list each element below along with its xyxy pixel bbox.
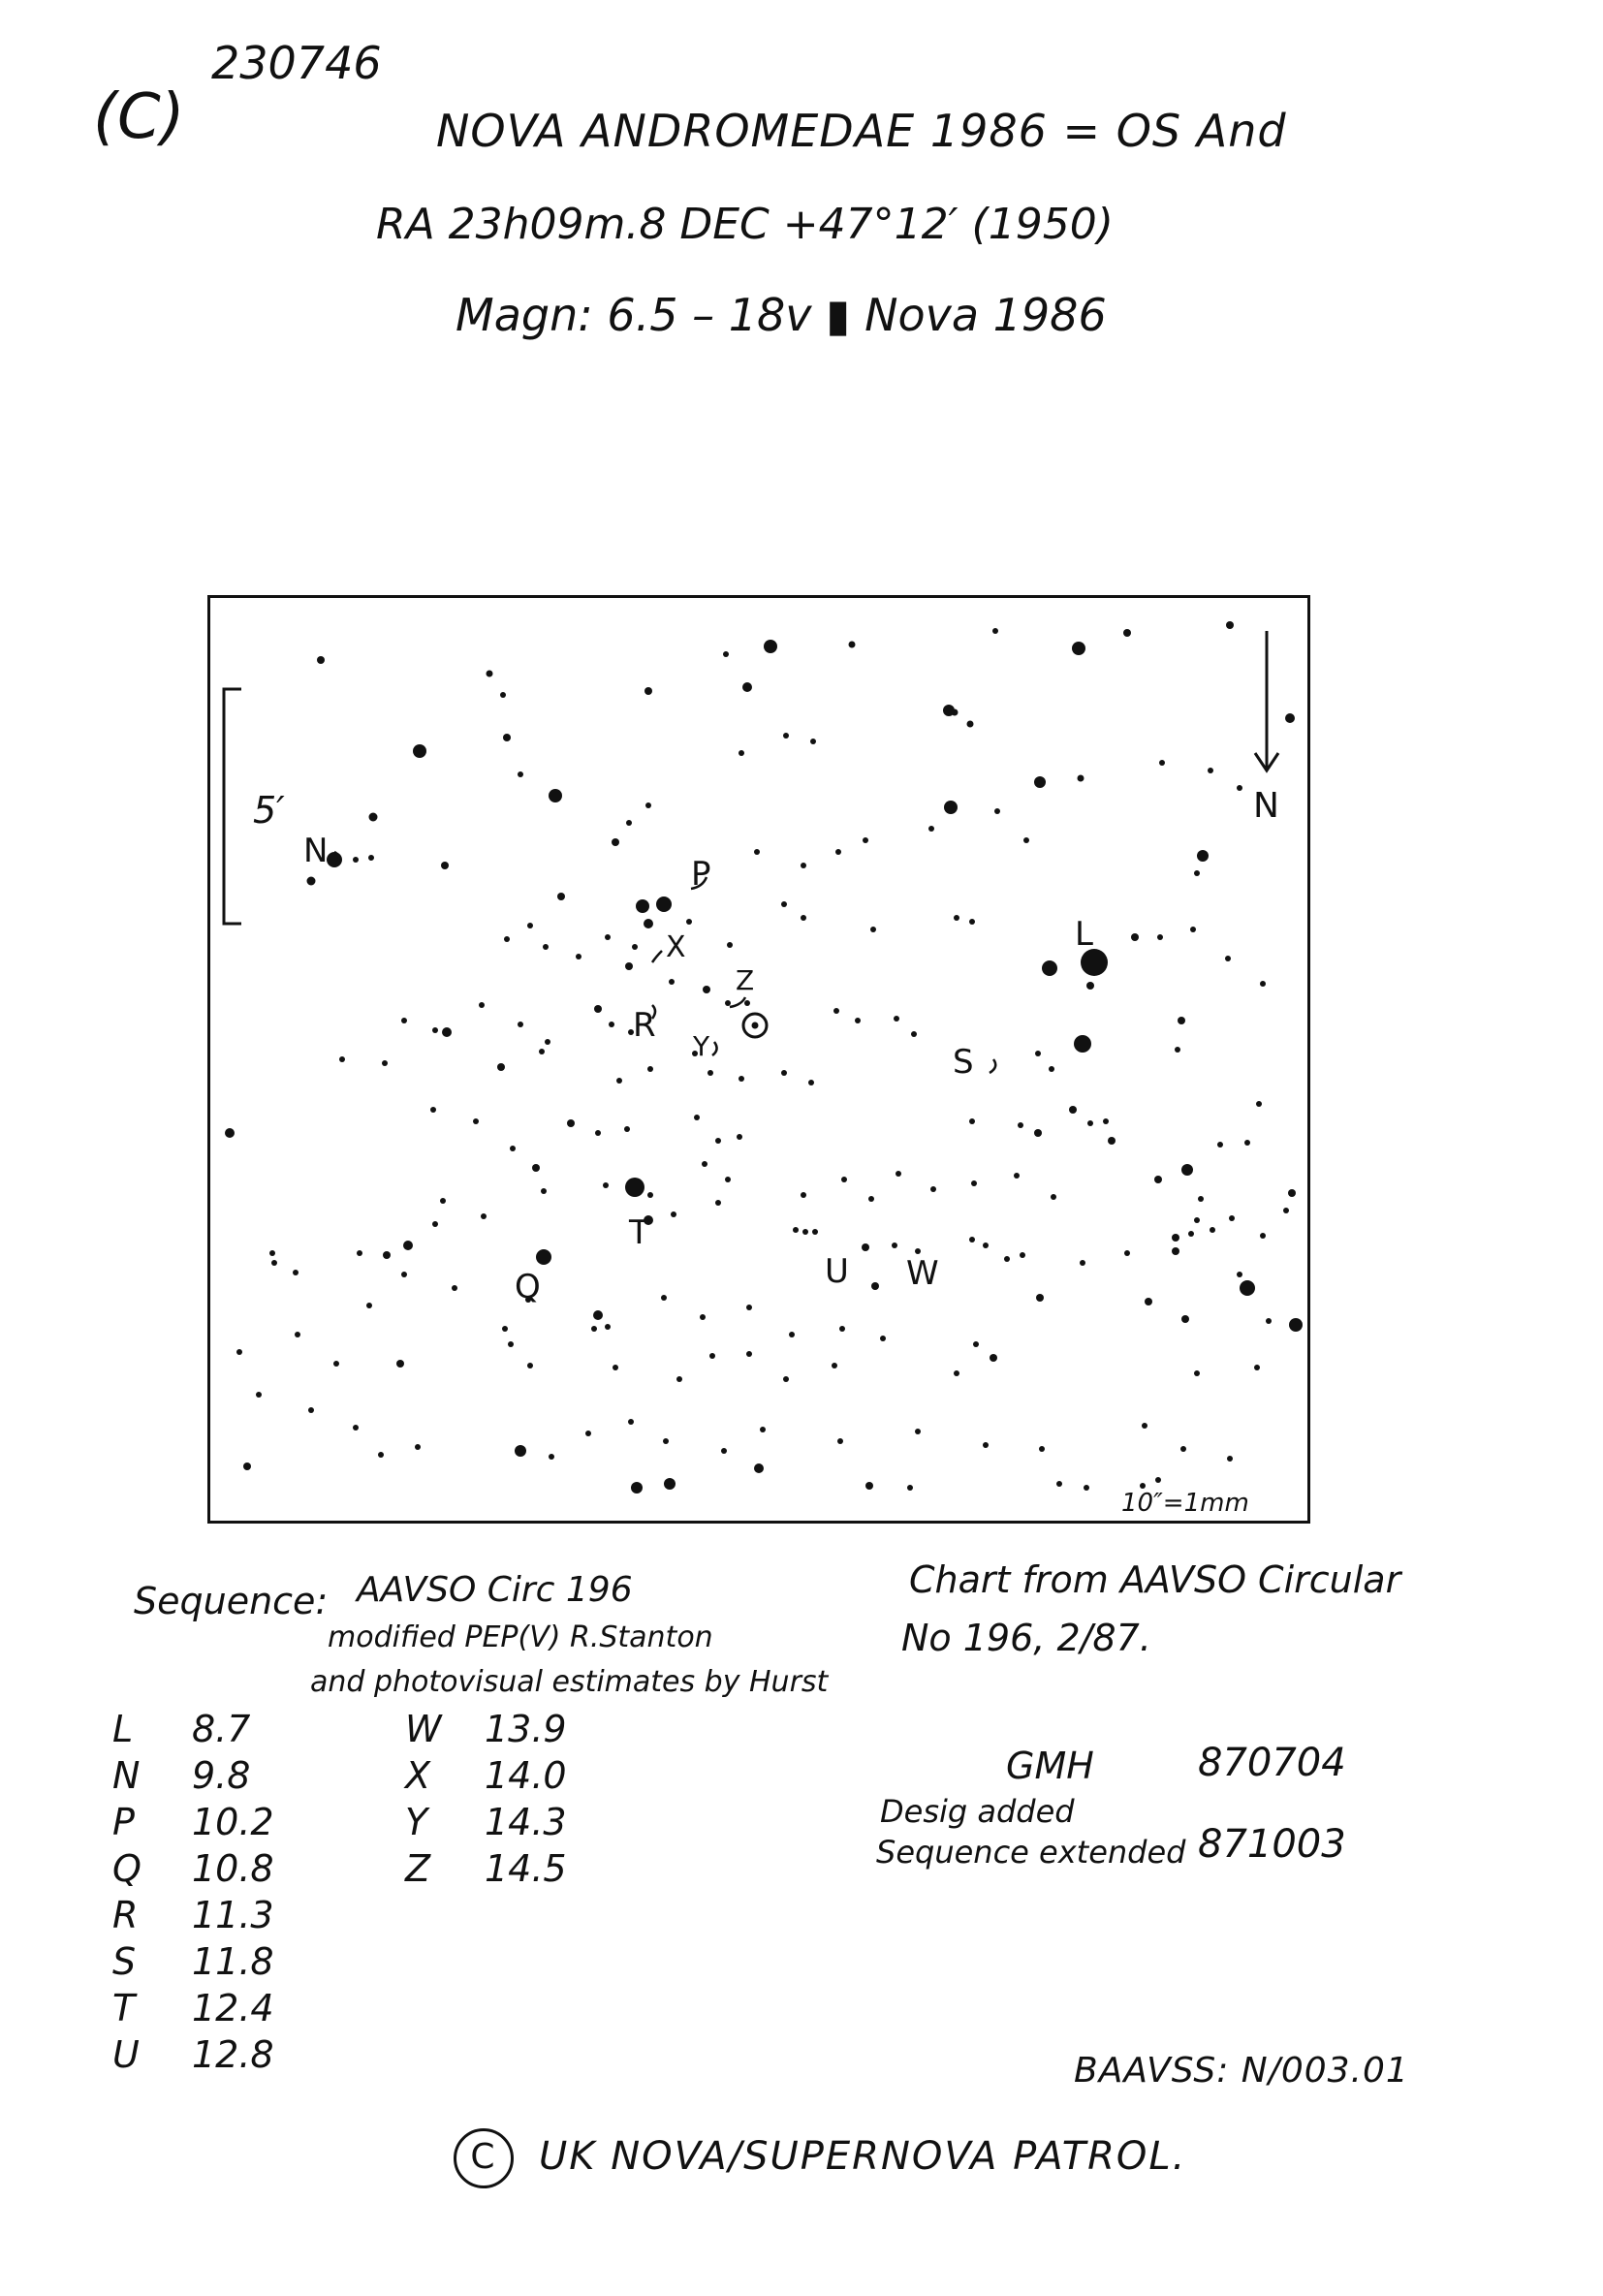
star <box>969 919 975 925</box>
sequence-row: L 8.7 <box>112 1708 251 1750</box>
star <box>812 1229 818 1235</box>
star <box>1227 1456 1233 1462</box>
star <box>1194 870 1200 876</box>
scale-note: 10″=1mm <box>1121 1489 1249 1518</box>
star <box>863 837 868 843</box>
star <box>415 1444 421 1450</box>
star <box>500 692 506 698</box>
sequence-row: S 11.8 <box>112 1940 274 1983</box>
star <box>357 1250 362 1256</box>
star <box>969 1118 975 1124</box>
star <box>1260 1233 1266 1239</box>
star <box>353 1425 359 1431</box>
star <box>383 1251 391 1259</box>
star <box>1226 621 1234 629</box>
label-p: P <box>691 855 711 894</box>
star <box>576 954 581 959</box>
star <box>636 899 649 913</box>
star <box>664 1478 676 1490</box>
star <box>739 1076 744 1082</box>
star <box>339 1056 345 1062</box>
star <box>992 628 998 634</box>
star <box>760 1427 766 1432</box>
star <box>663 1438 669 1444</box>
star <box>1159 760 1165 766</box>
star <box>1208 768 1213 773</box>
star <box>839 1326 845 1332</box>
star <box>656 896 672 912</box>
star <box>969 1237 975 1242</box>
star <box>793 1227 799 1233</box>
star <box>1049 1066 1054 1072</box>
star <box>1237 1272 1242 1277</box>
star <box>236 1349 242 1355</box>
star <box>557 893 565 900</box>
north-arrow-icon <box>1255 631 1278 771</box>
star <box>441 862 449 869</box>
star <box>1074 1035 1091 1053</box>
star <box>430 1107 436 1113</box>
star <box>295 1332 300 1337</box>
star <box>944 801 958 814</box>
star <box>591 1326 597 1332</box>
star <box>644 919 653 928</box>
star <box>603 1182 609 1188</box>
sequence-row: T 12.4 <box>112 1987 274 2029</box>
star <box>727 942 733 948</box>
star <box>401 1272 407 1277</box>
star <box>911 1031 917 1037</box>
finder-chart <box>207 595 1310 1524</box>
star <box>1020 1252 1025 1258</box>
label-n: N <box>303 832 329 870</box>
star <box>333 1361 339 1367</box>
star <box>737 1134 742 1140</box>
star <box>694 1115 700 1120</box>
star <box>754 1463 764 1473</box>
label-l: L <box>1075 915 1093 954</box>
star <box>1210 1227 1215 1233</box>
star <box>1256 1101 1262 1107</box>
star <box>1034 1129 1042 1137</box>
star <box>746 1351 752 1357</box>
star <box>742 682 752 692</box>
star <box>725 1177 731 1182</box>
star <box>802 1229 808 1235</box>
star <box>543 944 549 950</box>
star <box>892 1242 897 1248</box>
sequence-extended-note: Sequence extended <box>876 1834 1186 1871</box>
copyright-mark: (C) <box>93 81 185 153</box>
star <box>1086 982 1094 990</box>
star <box>1172 1247 1179 1255</box>
star <box>432 1027 438 1033</box>
star <box>605 1324 611 1330</box>
star <box>624 1126 630 1132</box>
star <box>954 1370 959 1376</box>
star <box>605 934 611 940</box>
star <box>725 1000 731 1006</box>
label-t: T <box>629 1213 649 1252</box>
scale-label: 5′ <box>253 789 285 832</box>
star <box>781 901 787 907</box>
sequence-row: Z 14.5 <box>405 1847 567 1890</box>
star <box>943 705 955 716</box>
star <box>983 1242 989 1248</box>
star <box>549 789 562 802</box>
star <box>510 1146 516 1151</box>
label-r: R <box>633 1006 656 1045</box>
star <box>497 1063 505 1071</box>
star <box>631 1482 643 1494</box>
star <box>594 1005 602 1013</box>
star <box>593 1310 603 1320</box>
star <box>841 1177 847 1182</box>
star <box>527 923 533 928</box>
star <box>545 1039 550 1045</box>
sequence-extended-date: 871003 <box>1198 1822 1346 1867</box>
star <box>504 936 510 942</box>
star <box>1188 1231 1194 1237</box>
star <box>645 802 651 808</box>
label-q: Q <box>515 1268 541 1306</box>
star <box>1018 1122 1023 1128</box>
star <box>401 1018 407 1023</box>
star <box>626 820 632 826</box>
scale-bar <box>224 689 241 924</box>
star <box>746 1305 752 1310</box>
star <box>967 721 974 728</box>
star-field <box>210 598 1307 1521</box>
coordinates: RA 23h09m.8 DEC +47°12′ (1950) <box>376 200 1114 249</box>
star <box>954 915 959 921</box>
star <box>527 1363 533 1368</box>
star <box>625 1178 644 1197</box>
star <box>549 1454 554 1460</box>
star <box>515 1445 526 1457</box>
label-y: Y <box>693 1030 710 1062</box>
sequence-row: Y 14.3 <box>405 1801 567 1843</box>
star <box>849 642 856 648</box>
star <box>539 1049 545 1054</box>
star <box>293 1270 299 1275</box>
star <box>1039 1446 1045 1452</box>
patrol-credit <box>454 2128 1186 2188</box>
star <box>671 1211 676 1217</box>
star <box>532 1164 540 1172</box>
star <box>644 687 652 695</box>
star <box>536 1249 551 1265</box>
star <box>707 1070 713 1076</box>
star <box>661 1295 667 1301</box>
star <box>1145 1298 1152 1305</box>
sequence-row: N 9.8 <box>112 1754 251 1797</box>
star <box>1194 1217 1200 1223</box>
star <box>676 1376 682 1382</box>
label-z: Z <box>736 964 755 996</box>
star <box>595 1130 601 1136</box>
star <box>1108 1137 1116 1145</box>
star <box>1087 1120 1093 1126</box>
star <box>585 1431 591 1436</box>
star <box>1217 1142 1223 1148</box>
star <box>1225 956 1231 961</box>
label-x: X <box>666 930 686 964</box>
star <box>1131 933 1139 941</box>
star <box>612 838 619 846</box>
label-s: S <box>953 1043 974 1082</box>
star <box>353 857 359 863</box>
star <box>1175 1047 1180 1053</box>
star <box>307 877 316 886</box>
nova-marker-icon <box>743 1014 767 1037</box>
star <box>669 979 675 985</box>
star <box>1266 1318 1272 1324</box>
designation-note: Desig added <box>880 1793 1075 1830</box>
sequence-source: AAVSO Circ 196 <box>357 1570 633 1610</box>
star <box>871 1282 879 1290</box>
star <box>243 1463 251 1470</box>
star <box>502 1326 508 1332</box>
star <box>983 1442 989 1448</box>
star <box>508 1341 514 1347</box>
star <box>308 1407 314 1413</box>
star <box>789 1332 795 1337</box>
star <box>1260 981 1266 987</box>
label-u: U <box>825 1252 849 1291</box>
star <box>647 1192 653 1198</box>
star <box>473 1118 479 1124</box>
star <box>832 1363 837 1368</box>
star <box>413 744 426 758</box>
star <box>1172 1234 1179 1242</box>
magnitude-range: Magn: 6.5 – 18v ▮ Nova 1986 <box>456 289 1107 341</box>
star <box>613 1365 618 1370</box>
star <box>1080 1260 1085 1266</box>
star <box>1072 642 1085 655</box>
star <box>928 826 934 832</box>
star <box>994 808 1000 814</box>
star <box>1244 1140 1250 1146</box>
star <box>702 1161 707 1167</box>
star <box>366 1303 372 1308</box>
star <box>930 1186 936 1192</box>
star <box>256 1392 262 1398</box>
sequence-label: Sequence: <box>134 1580 329 1622</box>
star <box>880 1336 886 1341</box>
star <box>479 1002 485 1008</box>
star <box>907 1485 913 1491</box>
star <box>647 1066 653 1072</box>
star <box>1240 1280 1255 1296</box>
star <box>1197 850 1209 862</box>
sequence-row: P 10.2 <box>112 1801 274 1843</box>
star <box>1254 1365 1260 1370</box>
star <box>1004 1256 1010 1262</box>
star <box>616 1078 622 1084</box>
star <box>632 944 638 950</box>
star <box>625 962 633 970</box>
star <box>541 1188 547 1194</box>
star <box>1103 1118 1109 1124</box>
baavss-reference: BAAVSS: N/003.01 <box>1074 2051 1409 2091</box>
star <box>721 1448 727 1454</box>
page-title: NOVA ANDROMEDAE 1986 = OS And <box>436 105 1287 157</box>
star <box>1229 1215 1235 1221</box>
star <box>1035 1051 1041 1056</box>
star <box>894 1016 899 1022</box>
star <box>382 1060 388 1066</box>
star <box>744 1000 750 1006</box>
sequence-row: X 14.0 <box>405 1754 567 1797</box>
copyright-icon: C <box>454 2128 514 2188</box>
chart-source: Chart from AAVSO Circular <box>909 1558 1401 1601</box>
star <box>783 733 789 739</box>
star <box>1155 1477 1161 1483</box>
star <box>837 1438 843 1444</box>
star <box>269 1250 275 1256</box>
sequence-photovisual: and photovisual estimates by Hurst <box>310 1665 829 1699</box>
star <box>801 1192 806 1198</box>
star <box>700 1314 706 1320</box>
star <box>715 1138 721 1144</box>
star <box>709 1353 715 1359</box>
star <box>723 651 729 657</box>
star <box>1181 1164 1193 1176</box>
star <box>915 1429 921 1434</box>
star <box>1051 1194 1056 1200</box>
star <box>1154 1176 1162 1183</box>
star <box>703 986 710 993</box>
star <box>440 1198 446 1204</box>
star <box>368 855 374 861</box>
star <box>1198 1196 1204 1202</box>
star <box>225 1128 235 1138</box>
star <box>1078 775 1084 782</box>
star <box>801 915 806 921</box>
star <box>1237 785 1242 791</box>
star <box>1285 713 1295 723</box>
star <box>1190 927 1196 932</box>
star <box>396 1360 404 1368</box>
star <box>870 927 876 932</box>
star <box>1157 934 1163 940</box>
star <box>855 1018 861 1023</box>
star <box>833 1008 839 1014</box>
star <box>1180 1446 1186 1452</box>
star <box>1042 960 1057 976</box>
star <box>801 863 806 868</box>
star <box>896 1171 901 1177</box>
sequence-row: U 12.8 <box>112 2033 274 2076</box>
star <box>481 1213 487 1219</box>
star <box>1283 1208 1289 1213</box>
star <box>518 771 523 777</box>
star <box>271 1260 277 1266</box>
author-date: 870704 <box>1198 1741 1346 1785</box>
star <box>442 1027 452 1037</box>
star <box>862 1243 869 1251</box>
sequence-row: Q 10.8 <box>112 1847 274 1890</box>
sequence-row: R 11.3 <box>112 1894 274 1936</box>
star <box>1069 1106 1077 1114</box>
star <box>865 1482 873 1490</box>
star <box>1142 1423 1147 1429</box>
star <box>432 1221 438 1227</box>
star <box>835 849 841 855</box>
star <box>715 1200 721 1206</box>
star <box>686 919 692 925</box>
star <box>808 1080 814 1085</box>
chart-code: 230746 <box>211 37 382 89</box>
north-label: N <box>1253 786 1279 826</box>
star <box>1288 1189 1296 1197</box>
star <box>1194 1370 1200 1376</box>
star <box>1023 837 1029 843</box>
star <box>1036 1294 1044 1302</box>
patrol-text: UK NOVA/SUPERNOVA PATROL. <box>539 2134 1187 2179</box>
star <box>973 1341 979 1347</box>
stars-layer <box>225 621 1303 1494</box>
star <box>1014 1173 1020 1179</box>
star <box>783 1376 789 1382</box>
star <box>609 1022 614 1027</box>
star <box>1123 629 1131 637</box>
circular-number: No 196, 2/87. <box>901 1617 1151 1659</box>
star <box>990 1354 997 1362</box>
star <box>518 1022 523 1027</box>
star <box>452 1285 457 1291</box>
star <box>1084 1485 1089 1491</box>
star <box>503 734 511 741</box>
star <box>781 1070 787 1076</box>
star <box>1181 1315 1189 1323</box>
star <box>1289 1318 1303 1332</box>
star <box>739 750 744 756</box>
star <box>810 739 816 744</box>
star <box>1178 1017 1185 1024</box>
star <box>971 1180 977 1186</box>
star <box>1056 1481 1062 1487</box>
star <box>754 849 760 855</box>
star <box>317 656 325 664</box>
star <box>1124 1250 1130 1256</box>
star <box>764 640 777 653</box>
star <box>1034 776 1046 788</box>
author-initials: GMH <box>1006 1745 1094 1787</box>
star <box>487 671 493 677</box>
sequence-row: W 13.9 <box>405 1708 567 1750</box>
star <box>378 1452 384 1458</box>
sequence-modified: modified PEP(V) R.Stanton <box>328 1620 713 1654</box>
star <box>369 813 378 822</box>
label-w: W <box>906 1254 939 1293</box>
star <box>567 1119 575 1127</box>
star <box>628 1419 634 1425</box>
star <box>868 1196 874 1202</box>
star <box>403 1241 413 1250</box>
